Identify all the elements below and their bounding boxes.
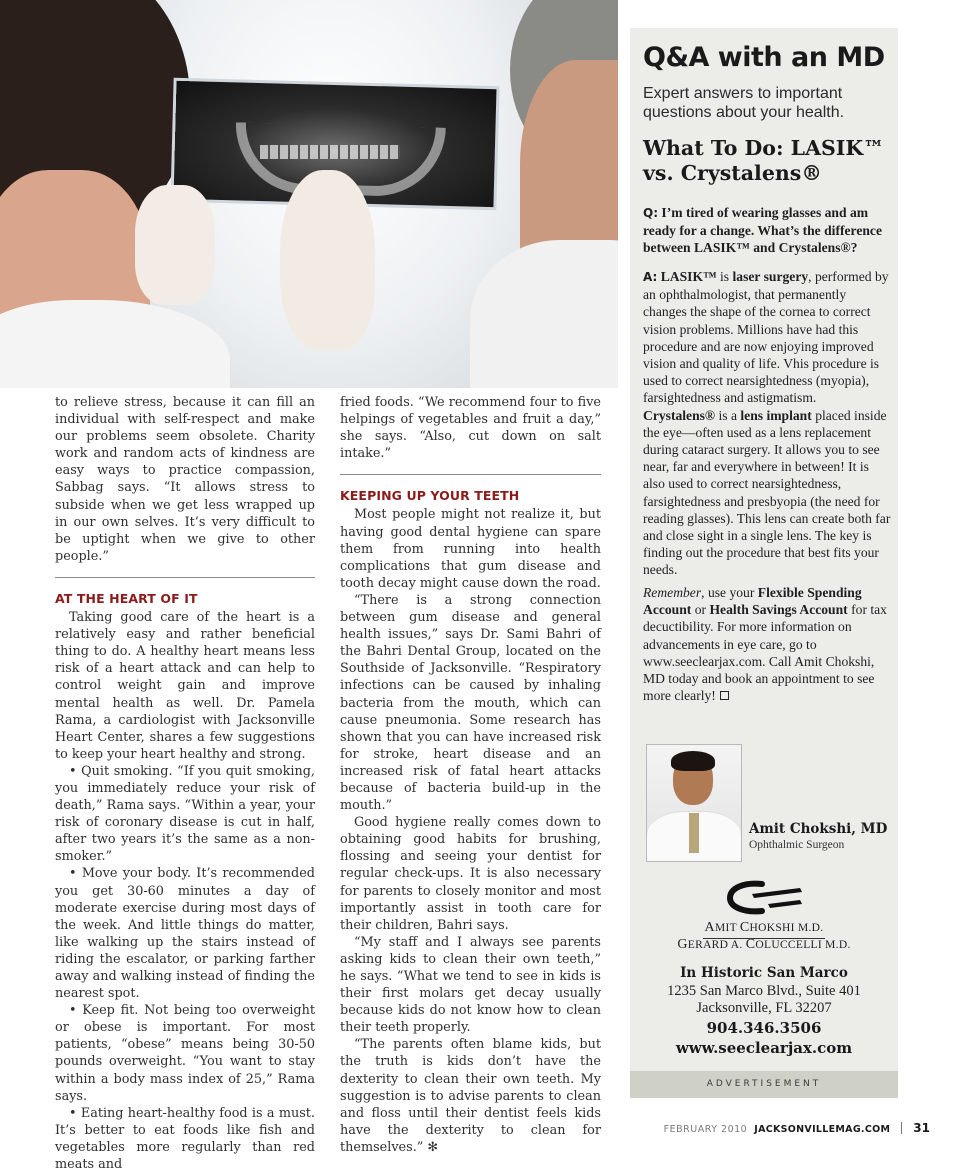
doctor-name: Amit Chokshi, MD — [749, 821, 888, 837]
a-label: A: — [643, 270, 658, 284]
answer-text: placed inside the eye—often used as a lens replacement during cataract surgery. It allows you to see near, far and everywhere in between! It is also used to correct nearsightedness, farsightedness and presbyopia (the need for reading glasses). This lens can create both far and close sight in a single lens. The key is finding out the procedure that best fits your needs. — [643, 407, 891, 578]
answer-text: is a — [718, 407, 737, 423]
question-block — [643, 204, 891, 257]
q-label: Q: — [643, 206, 658, 220]
article-paragraph: Most people might not realize it, but having good dental hygiene can spare them from running into health complications that gum disease and tooth decay might cause down the road. — [340, 507, 601, 591]
article-paragraph: fried foods. “We recommend four to five helpings of vegetables and fruit a day,” she says. “Also, cut down on salt intake.” — [340, 395, 601, 462]
hsa-term: Health Savings Account — [709, 602, 848, 618]
right-gloved-hand — [280, 170, 375, 350]
xray-photo — [0, 0, 618, 388]
remember-word: Remember — [643, 585, 702, 600]
article-paragraph: “There is a strong connection between gum disease and general health issues,” says Dr. Sami Bahri of the Bahri Dental Group, located on the Southside of Jacksonville. “Respiratory infections can be caused by inhaling bacteria from the mouth, which can cause pneumonia. Some research has shown that you can have increased risk for stroke, heart disease and an increased risk of fatal heart attacks because of bacteria build-up in the mouth.” — [340, 592, 601, 814]
article-paragraph: • Keep fit. Not being too overweight or obese is important. For most patients, “obese” means being 30-50 pounds overweight. “You want to stay within a body mass index of 25,” Rama says. — [55, 1003, 315, 1104]
article-paragraph: Taking good care of the heart is a relatively easy and rather beneficial thing to do. A healthy heart means less risk of a heart attack and can help to control weight gain and improve mental health as well. Dr. Pamela Rama, a cardiologist with Jacksonville Heart Center, shares a few suggestions to keep your heart healthy and strong. — [55, 610, 315, 762]
article-text: “The parents often blame kids, but the truth is kids don’t have the dexterity to clean their own teeth. My suggestion is to advise parents to clean and floss until their dentist feels kids have the dexterity to clean for themselves.” — [340, 1037, 601, 1155]
practice-name-line-2 — [630, 937, 898, 953]
article-paragraph: • Move your body. It’s recommended you get 30-60 minutes a day of moderate exercise during most days of the week. And little things do matter, like walking up the stairs instead of riding the escalator, or parking farther away and walking instead of finding the nearest spot. — [55, 866, 315, 1002]
practice-name-1: AMIT CHOKSHI M.D. — [703, 920, 826, 939]
issue-date: FEBRUARY 2010 — [663, 1124, 748, 1135]
portrait-tie — [689, 813, 699, 853]
article-paragraph: • Quit smoking. “If you quit smoking, you immediately reduce your risk of death,” Rama says. “Within a year, your risk of coronary disease is cut in half, after two years it’s the same as a non-smoker.” — [55, 763, 315, 865]
doctor-portrait — [646, 744, 742, 862]
article-column-1 — [55, 394, 315, 1173]
laser-surgery-term: laser surgery — [732, 269, 809, 284]
article-column-2 — [340, 394, 601, 1156]
answer-block — [643, 268, 891, 579]
sidebar-title: Q&A with an MD — [643, 42, 885, 73]
practice-name-2: GERARD A. COLUCCELLI M.D. — [677, 937, 851, 952]
fsa-term: Flexible Spending Account — [643, 585, 862, 618]
qa-sidebar-advertisement — [630, 28, 898, 1098]
article-paragraph: to relieve stress, because it can fill an individual with self-respect and make our problems seem obsolete. Charity work and random acts of kindness are easy ways to practice compassion, Sabbag says. “It allows stress to subside when we get less wrapped up in our own selves. It’s very difficult to be uptight when we give to other people.” — [55, 395, 315, 564]
sidebar-subtitle: Expert answers to important questions about your health. — [643, 85, 845, 121]
article-paragraph: Good hygiene really comes down to obtaining good habits for brushing, flossing and seeing your dentist for regular check-ups. It is also necessary for parents to closely monitor and most importantly assist in tooth care for their children, Bahri says. — [340, 815, 601, 933]
article-paragraph: “My staff and I always see parents asking kids to clean their own teeth,” he says. “What we tend to see in kids is their first molars get decay usually because kids do not know how to clean their teeth properly. — [340, 934, 601, 1036]
remember-block — [643, 584, 891, 704]
practice-logo-icon — [722, 880, 806, 916]
left-gloved-hand — [135, 185, 215, 305]
phone-number: 904.346.3506 — [706, 1019, 822, 1037]
doctor-title: Ophthalmic Surgeon — [749, 839, 845, 851]
address-line-1: 1235 San Marco Blvd., Suite 401 — [667, 983, 861, 999]
end-box-icon — [720, 691, 729, 700]
page-footer — [664, 1121, 930, 1135]
location-heading: In Historic San Marco — [680, 965, 848, 981]
lens-implant-term: lens implant — [740, 407, 812, 423]
crystalens-term: Crystalens® — [643, 407, 716, 423]
article-paragraph-last — [340, 1036, 601, 1156]
remember-text: for tax decuctibility. For more information on advancements in eye care, go to www.seeclearjax.com. Call Amit Chokshi, MD today and book an appointment to see more clearly! — [643, 602, 887, 704]
section-heading-heart: AT THE HEART OF IT — [55, 590, 198, 606]
portrait-hair — [671, 751, 715, 771]
remember-text: or — [694, 602, 707, 618]
footer-divider — [901, 1122, 902, 1134]
section-heading-teeth: KEEPING UP YOUR TEETH — [340, 488, 520, 504]
article-paragraph: • Eating heart-healthy food is a must. It’s better to eat foods like fish and vegetables more regularly than red meats and — [55, 1105, 315, 1173]
website-url: www.seeclearjax.com — [675, 1039, 853, 1057]
page-number: 31 — [913, 1121, 930, 1135]
advertisement-label: ADVERTISEMENT — [630, 1071, 898, 1098]
xray-teeth — [260, 145, 400, 159]
remember-text: , use your — [701, 585, 755, 600]
question-text: I’m tired of wearing glasses and am ready for a change. What’s the difference between LASIK™ and Crystalens®? — [643, 205, 882, 256]
answer-text: , performed by an ophthalmologist, that permanently changes the shape of the cornea to correct vision problems. Millions have had this procedure and are now enjoying improved vision and quality of life. Vhis procedure is used to correct nearsightedness (myopia), farsightedness and astigmatism. — [643, 269, 889, 406]
lasik-term: LASIK™ — [660, 269, 717, 284]
address-line-2: Jacksonville, FL 32207 — [696, 1000, 832, 1016]
section-divider — [340, 474, 601, 475]
sidebar-headline: What To Do: LASIK™ vs. Crystalens® — [643, 136, 884, 185]
section-divider — [55, 577, 315, 578]
end-mark-icon: ✻ — [427, 1139, 439, 1155]
answer-text: is — [720, 269, 730, 284]
magazine-url: JACKSONVILLEMAG.COM — [754, 1124, 891, 1135]
